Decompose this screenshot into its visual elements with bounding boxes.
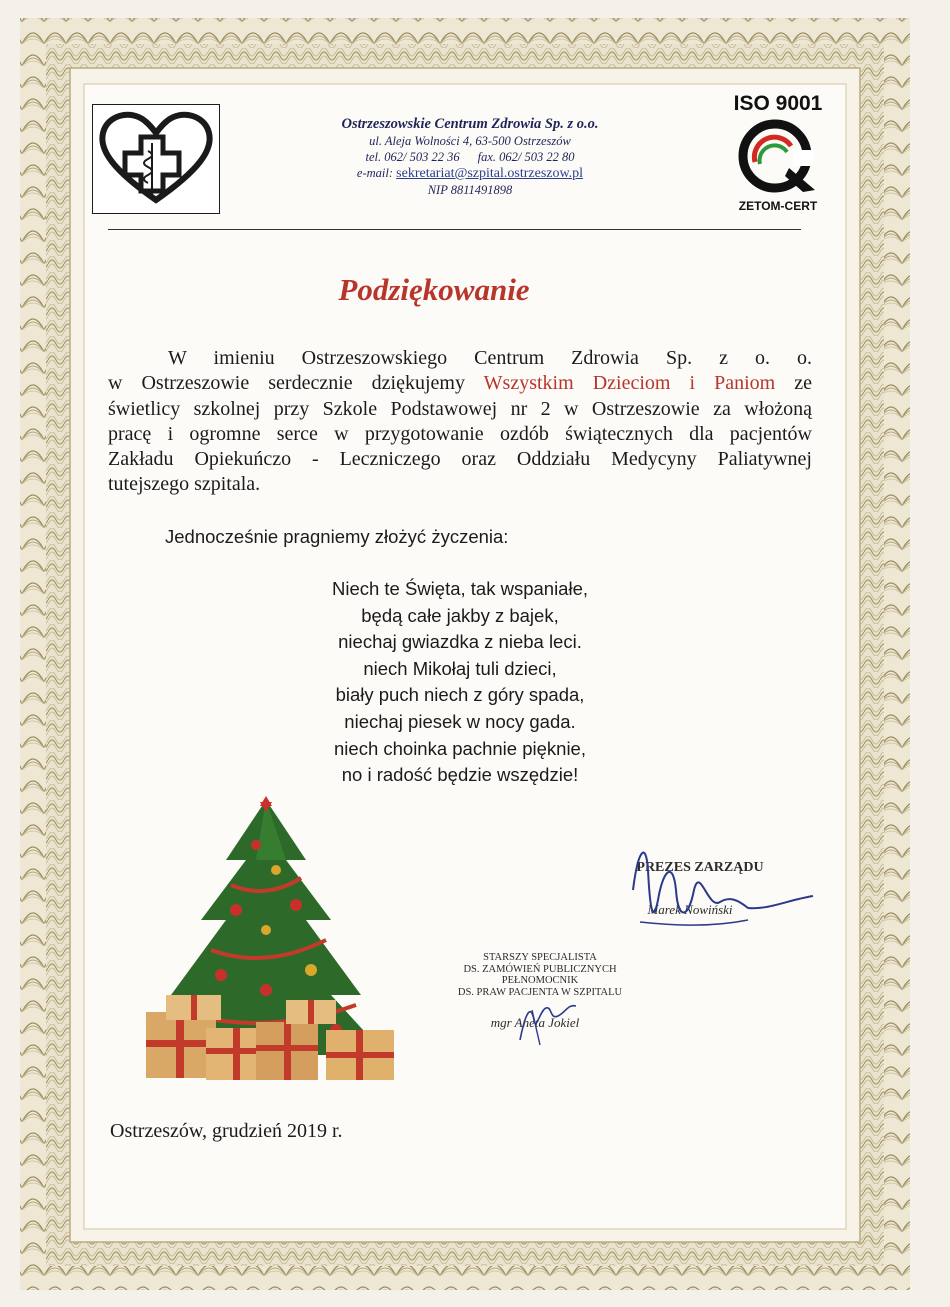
phone: tel. 062/ 503 22 36 bbox=[365, 150, 460, 164]
specialist-title-line: PEŁNOMOCNIK bbox=[501, 975, 579, 986]
hospital-logo bbox=[92, 104, 220, 214]
body-line: Zakładu Opiekuńczo - Leczniczego oraz Oddziału Medycyny Paliatywnej bbox=[108, 448, 812, 471]
body-line: W imieniu Ostrzeszowskiego Centrum Zdrowia Sp. z o. o. bbox=[168, 347, 812, 369]
page-title: Podziękowanie bbox=[338, 272, 530, 307]
body-line: w Ostrzeszowie serdecznie dziękujemy Wszystkim Dzieciom i Paniom ze bbox=[108, 372, 813, 395]
organization-name: Ostrzeszowskie Centrum Zdrowia Sp. z o.o. bbox=[341, 116, 599, 132]
poem-line: niechaj piesek w nocy gada. bbox=[344, 710, 576, 732]
poem-line: Niech te Święta, tak wspaniałe, bbox=[331, 578, 589, 599]
specialist-name: mgr Aneta Jokiel bbox=[490, 1015, 580, 1030]
date-line: Ostrzeszów, grudzień 2019 r. bbox=[110, 1120, 343, 1142]
zetom-cert-icon bbox=[733, 116, 823, 196]
iso-certificate-badge bbox=[730, 92, 826, 216]
fax: fax. 062/ 503 22 80 bbox=[477, 150, 575, 164]
poem-line: niech choinka pachnie pięknie, bbox=[334, 737, 586, 759]
body-line: świetlicy szkolnej przy Szkole Podstawowej nr 2 w Ostrzeszowie za włożoną bbox=[108, 397, 812, 420]
heart-cross-icon bbox=[93, 105, 219, 213]
thank-you-paragraph bbox=[108, 346, 812, 498]
phone-fax bbox=[250, 149, 690, 165]
letterhead bbox=[250, 116, 690, 198]
certificate-issuer: ZETOM-CERT bbox=[738, 199, 818, 213]
nip-number: NIP 8811491898 bbox=[427, 183, 513, 197]
poem-line: no i radość będzie wszędzie! bbox=[341, 764, 579, 786]
poem-line: niech Mikołaj tuli dzieci, bbox=[363, 657, 557, 679]
address: ul. Aleja Wolności 4, 63-500 Ostrzeszów bbox=[369, 134, 571, 148]
highlighted-recipients: Wszystkim Dzieciom i Paniom bbox=[483, 372, 776, 395]
email-label: e-mail: bbox=[356, 166, 394, 180]
wishes-intro: Jednocześnie pragniemy złożyć życzenia: bbox=[165, 526, 509, 547]
specialist-signature-icon bbox=[510, 990, 590, 1050]
poem-line: będą całe jakby z bajek, bbox=[361, 604, 559, 626]
christmas-poem bbox=[300, 576, 620, 789]
christmas-tree-image bbox=[136, 790, 406, 1090]
president-signature-icon bbox=[628, 830, 828, 940]
email-line bbox=[250, 165, 690, 182]
president-title: PREZES ZARZĄDU bbox=[636, 860, 764, 875]
iso-label: ISO 9001 bbox=[733, 92, 823, 115]
specialist-title-line: DS. ZAMÓWIEŃ PUBLICZNYCH bbox=[463, 963, 617, 975]
body-line: tutejszego szpitala. bbox=[108, 473, 261, 496]
body-line: pracę i ogromne serce w przygotowanie ozdób świątecznych dla pacjentów bbox=[108, 422, 812, 445]
poem-line: biały puch niech z góry spada, bbox=[335, 684, 585, 706]
letterhead-divider bbox=[108, 229, 801, 230]
specialist-title-line: DS. PRAW PACJENTA W SZPITALU bbox=[457, 986, 623, 998]
poem-line: niechaj gwiazdka z nieba leci. bbox=[338, 631, 582, 653]
specialist-title-line: STARSZY SPECJALISTA bbox=[483, 952, 597, 963]
president-name: Marek Nowiński bbox=[647, 902, 733, 917]
email-link[interactable]: sekretariat@szpital.ostrzeszow.pl bbox=[396, 166, 584, 181]
